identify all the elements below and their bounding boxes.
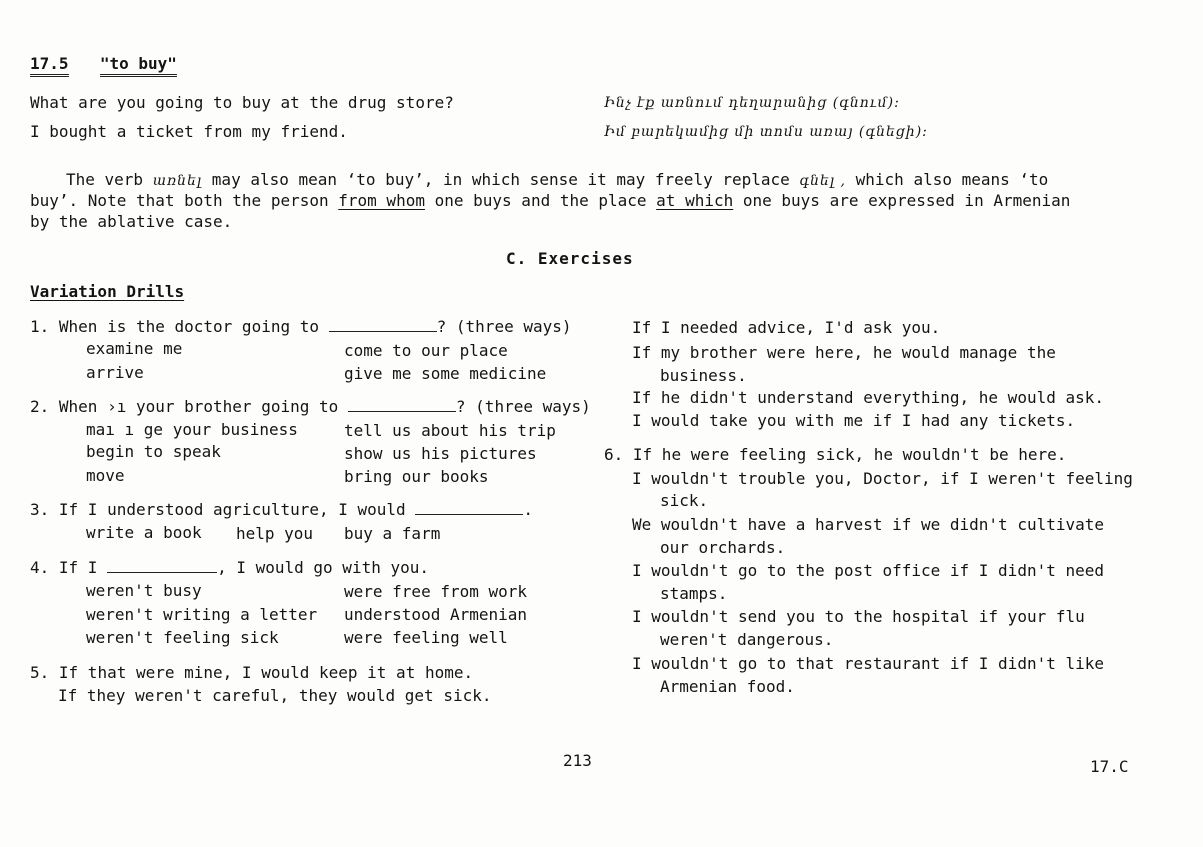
right-sentence: I wouldn't go to that restaurant if I didn't like: [632, 654, 1105, 673]
drill-tail: ? (three ways): [455, 397, 591, 416]
drill-3-prompt: [30, 500, 533, 519]
drill-5-line-2: If they weren't careful, they would get sick.: [58, 686, 492, 705]
note-text: which also means ‘to: [855, 170, 1049, 189]
drill-option: weren't busy: [86, 581, 202, 600]
drill-number: 5.: [30, 663, 50, 682]
exercises-heading: C. Exercises: [506, 249, 634, 268]
note-text: buy’. Note that both the person: [30, 191, 329, 210]
drill-option: examine me: [86, 339, 183, 358]
right-sentence-cont: weren't dangerous.: [660, 630, 834, 649]
right-sentence-cont: our orchards.: [660, 538, 786, 557]
drill-2-prompt: [30, 397, 591, 416]
drill-tail: , I would go with you.: [217, 558, 429, 577]
note-text: one buys and the place: [434, 191, 647, 210]
drill-option: were feeling well: [344, 628, 508, 647]
drill-number: 3.: [30, 500, 50, 519]
right-sentence: If I needed advice, I'd ask you.: [632, 318, 941, 337]
drill-number: 6.: [604, 445, 624, 464]
drill-tail: .: [523, 500, 533, 519]
drill-stem: When is the doctor going to: [58, 317, 319, 336]
drill-option: maı ı ge your business: [86, 420, 298, 439]
drill-stem: If I: [58, 558, 98, 577]
drill-option: bring our books: [344, 467, 489, 486]
right-sentence-cont: business.: [660, 366, 747, 385]
note-line-2: [30, 191, 1070, 210]
drill-option: begin to speak: [86, 442, 221, 461]
drill-number: 4.: [30, 558, 50, 577]
example-english-1: What are you going to buy at the drug store?: [30, 93, 454, 112]
right-sentence: We wouldn't have a harvest if we didn't cultivate: [632, 515, 1105, 534]
drill-option: arrive: [86, 363, 144, 382]
right-sentence-cont: Armenian food.: [660, 677, 795, 696]
right-sentence: I wouldn't trouble you, Doctor, if I weren't feeling: [632, 469, 1133, 488]
drill-1-prompt: [30, 317, 572, 336]
drill-number: 2.: [30, 397, 50, 416]
drill-stem: If I understood agriculture, I would: [58, 500, 406, 519]
note-text: may also mean ‘to buy’, in which sense it may freely replace: [211, 170, 790, 189]
drill-tail: ? (three ways): [436, 317, 572, 336]
drill-option: tell us about his trip: [344, 421, 556, 440]
underlined-phrase: from whom: [338, 191, 425, 210]
armenian-word-arnel: առնել: [152, 173, 203, 189]
drill-option: understood Armenian: [344, 605, 528, 624]
drill-option: show us his pictures: [344, 444, 537, 463]
example-armenian-2: Իմ բարեկամից մի տոմս առայ (գնեցի)։: [604, 124, 928, 140]
drill-option: give me some medicine: [344, 364, 547, 383]
drill-sentence: If he were feeling sick, he wouldn't be here.: [632, 445, 1067, 464]
drill-option: buy a farm: [344, 524, 441, 543]
section-header: [30, 54, 177, 73]
drill-option: move: [86, 466, 125, 485]
drill-stem: When ›ı your brother going to: [58, 397, 339, 416]
drill-sentence: If that were mine, I would keep it at home.: [58, 663, 474, 682]
right-sentence-cont: sick.: [660, 491, 709, 510]
underlined-phrase: at which: [656, 191, 734, 210]
answer-blank: [107, 558, 217, 573]
drill-4-prompt: [30, 558, 429, 577]
right-sentence: I wouldn't go to the post office if I didn't need: [632, 561, 1105, 580]
note-line-3: by the ablative case.: [30, 212, 233, 231]
armenian-word-gnel: գնել ,: [799, 173, 846, 189]
right-sentence-cont: stamps.: [660, 584, 728, 603]
example-armenian-1: Ինչ էք առնում դեղարանից (գնում)։: [604, 95, 900, 111]
answer-blank: [415, 500, 523, 515]
drill-5-line-1: [30, 663, 473, 682]
example-english-2: I bought a ticket from my friend.: [30, 122, 348, 141]
drill-6-line-1: [604, 445, 1066, 464]
note-line-1: [66, 170, 1048, 189]
drill-option: help you: [236, 524, 314, 543]
drill-option: weren't writing a letter: [86, 605, 318, 624]
section-reference: 17.C: [1090, 757, 1129, 776]
note-text: one buys are expressed in Armenian: [742, 191, 1071, 210]
drill-option: write a book: [86, 523, 202, 542]
drill-option: were free from work: [344, 582, 528, 601]
page-number: 213: [563, 751, 592, 770]
answer-blank: [348, 397, 456, 412]
right-sentence: I would take you with me if I had any tickets.: [632, 411, 1076, 430]
drill-option: weren't feeling sick: [86, 628, 279, 647]
section-number: 17.5: [30, 54, 69, 77]
answer-blank: [329, 317, 437, 332]
right-sentence: I wouldn't send you to the hospital if your flu: [632, 607, 1085, 626]
drill-option: come to our place: [344, 341, 508, 360]
right-sentence: If my brother were here, he would manage the: [632, 343, 1056, 362]
note-text: The verb: [66, 170, 144, 189]
section-title: "to buy": [100, 54, 177, 77]
drills-heading: Variation Drills: [30, 282, 185, 301]
right-sentence: If he didn't understand everything, he would ask.: [632, 388, 1105, 407]
drill-number: 1.: [30, 317, 50, 336]
